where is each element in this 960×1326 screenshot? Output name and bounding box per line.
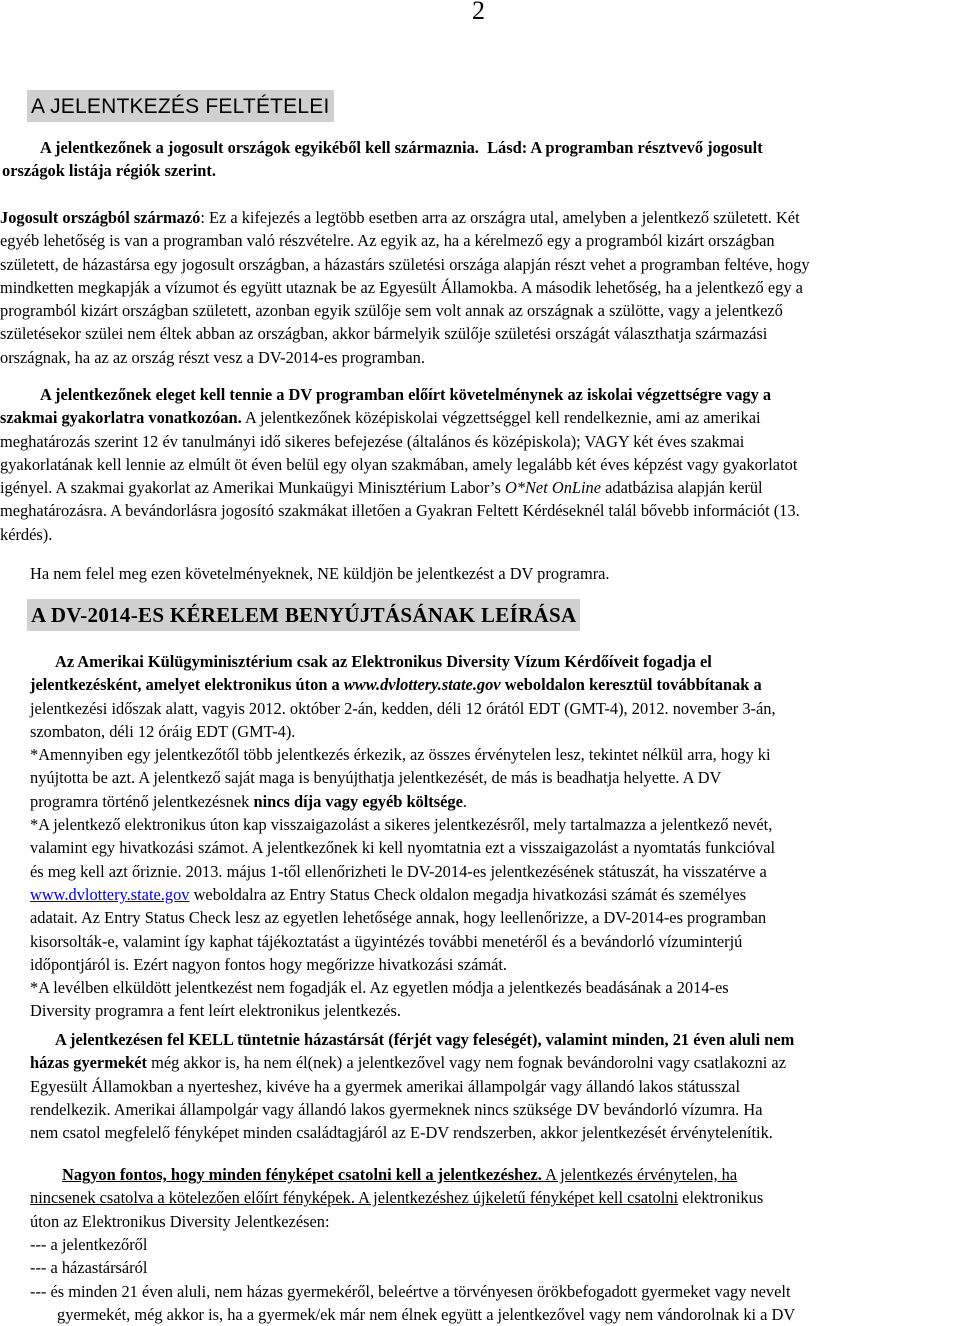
eligible-country-term: Jogosult országból származó: [0, 208, 201, 227]
dvlottery-link[interactable]: www.dvlottery.state.gov: [30, 884, 190, 904]
s2-p1-line-3: jelentkezési időszak alatt, vagyis 2012. október 2-án, kedden, déli 12 órától EDT (GMT-4), 2012. november 3-án,: [30, 698, 776, 718]
s2-p1-line-10: és meg kell azt őriznie. 2013. május 1-től ellenőrizheti le DV-2014-es jelentkezésének státuszát, ha visszatérve a: [30, 861, 767, 881]
s2-p3-line-3: úton az Elektronikus Diversity Jelentkezésen:: [30, 1211, 330, 1231]
p3-line-4: gyakorlatának kell lennie az elmúlt öt éven belül egy olyan szakmában, amely legalább két éves képzést vagy gyakorlatot: [0, 454, 798, 474]
intro-text-b: Lásd: A programban résztvevő jogosult: [487, 138, 763, 157]
p2-line-3: született, de házastársa egy jogosult országban, a házastárs születési országa alapján részt vehet a programban feltéve, hogy: [0, 254, 810, 274]
s2-p1-line-16: Diversity programra a fent leírt elektronikus jelentkezés.: [30, 1001, 401, 1021]
no-fee-text: nincs díja vagy egyéb költsége: [253, 791, 463, 811]
photo-paragraph: [30, 1163, 950, 1233]
list-item-continuation: gyermekét, még akkor is, ha a gyermek/ek már nem élnek együtt a jelentkezővel vagy nem vándorolnak ki a DV: [57, 1304, 796, 1324]
s2-p1-bold-2b: weboldalon keresztül továbbítanak a: [500, 675, 762, 695]
p3-bold-line-2: szakmai gyakorlatra vonatkozóan.: [0, 408, 242, 428]
photo-list: [30, 1233, 950, 1326]
list-item: --- a házastársáról: [30, 1258, 148, 1278]
p2-line-5: programból kizárt országban született, azonban egyik szülője sem volt annak az országnak a szülötte, vagy a jelentkező: [0, 301, 783, 321]
s2-p2-line-4: rendelkezik. Amerikai állampolgár vagy állandó lakos gyermeknek nincs szüksége DV bevándorló vízumra. Ha: [30, 1099, 763, 1119]
intro-paragraph: [0, 136, 960, 183]
s2-p2-bold-line-1: A jelentkezésen fel KELL tüntetnie házastársát (férjét vagy feleségét), valamint minden, 21 éven aluli nem: [55, 1030, 795, 1049]
s2-p2-line-5: nem csatol megfelelő fényképet minden családtagjáról az E-DV rendszerben, akkor jelentkezését érvénytelenítik.: [30, 1123, 773, 1143]
s2-p1-line-4: szombaton, déli 12 óráig EDT (GMT-4).: [30, 721, 296, 741]
p3-line-2: A jelentkezőnek középiskolai végzettséggel kell rendelkeznie, ami az amerikai: [241, 408, 761, 428]
p3-line-7: kérdés).: [0, 524, 53, 544]
list-item: --- és minden 21 éven aluli, nem házas gyermekéről, beleértve a törvényesen örökbefogadott gyermeket vagy nevelt: [30, 1281, 791, 1301]
dvlottery-site-name: www.dvlottery.state.gov: [343, 675, 501, 695]
s2-p2-line-2: még akkor is, ha nem él(nek) a jelentkezővel vagy nem fognak bevándorolni vagy csatlakozni az: [146, 1053, 786, 1073]
list-item: --- a jelentkezőről: [30, 1235, 148, 1254]
onet-online-name: O*Net OnLine: [504, 478, 602, 498]
intro-text-a: A jelentkezőnek a jogosult országok egyikéből kell származnia.: [40, 138, 479, 157]
page-number: 2: [472, 0, 485, 25]
s2-p3-line-2u: nincsenek csatolva a kötelezően előírt fényképek. A jelentkezéshez újkeletű fényképet kell csatolni: [30, 1188, 679, 1208]
s2-p3-line-2b: elektronikus: [678, 1188, 764, 1208]
s2-p1-line-8: *A jelentkező elektronikus úton kap visszaigazolást a sikeres jelentkezésről, mely tartalmazza a jelentkező nevét,: [30, 815, 773, 835]
photo-requirement-bold: Nagyon fontos, hogy minden fényképet csatolni kell a jelentkezéshez.: [62, 1165, 542, 1184]
s2-p1-line-6: nyújtotta be azt. A jelentkező saját maga is benyújthatja jelentkezését, de más is beadhatja helyette. A DV: [30, 768, 722, 788]
s2-p2-bold-2: házas gyermekét: [30, 1053, 147, 1073]
education-paragraph: [0, 383, 960, 546]
p2-line-4: mindketten megkapják a vízumot és együtt utaznak be az Egyesült Államokba. A második lehetőség, ha a jelentkező egy a: [0, 277, 803, 297]
p3-line-3: meghatározás szerint 12 év tanulmányi idő sikeres befejezése (általános és középiskola); VAGY két éves szakmai: [0, 431, 745, 451]
eligible-country-paragraph: [0, 206, 960, 369]
section-heading-submission: A DV-2014-ES KÉRELEM BENYÚJTÁSÁNAK LEÍRÁSA: [27, 599, 580, 631]
s2-p1-line-5: *Amennyiben egy jelentkezőtől több jelentkezés érkezik, az összes érvénytelen lesz, tekintet nélkül arra, hogy ki: [30, 745, 771, 765]
p3-line-6: meghatározásra. A bevándorlásra jogosító szakmákat illetően a Gyakran Feltett Kérdéseknél talál bővebb információt (13.: [0, 501, 800, 521]
s2-p1-line-7c: .: [462, 791, 467, 811]
s2-p1-line-13: kisorsolták-e, valamint így kaphat tájékoztatást a ügyintézés további menetéről és a bevándorló vízuminterjú: [30, 931, 743, 951]
intro-text-c: országok listája régiók szerint.: [2, 161, 216, 181]
s2-p1-bold-line-1: Az Amerikai Külügyminisztérium csak az Elektronikus Diversity Vízum Kérdőíveit fogadja el: [55, 652, 712, 671]
s2-p1-line-11b: weboldalra az Entry Status Check oldalon megadja hivatkozási számát és személyes: [189, 884, 747, 904]
s2-p3-line-1: A jelentkezés érvénytelen, ha: [541, 1165, 738, 1184]
p3-bold-line-1: A jelentkezőnek eleget kell tennie a DV programban előírt követelménynek az iskolai végzettségre vagy a: [40, 385, 772, 404]
s2-p1-line-9: valamint egy hivatkozási számot. A jelentkezőnek ki kell nyomtatnia ezt a visszaigazolást a nyomtatás funkcióval: [30, 838, 776, 858]
p2-line-7: országnak, ha az az ország részt vesz a DV-2014-es programban.: [0, 347, 425, 367]
p4-line: Ha nem felel meg ezen követelményeknek, NE küldjön be jelentkezést a DV programra.: [30, 564, 610, 583]
warning-paragraph: [0, 562, 960, 585]
p2-line-6: születésekor szülei nem éltek abban az országban, akkor bármelyik szülője születési országát választhatja származási: [0, 324, 768, 344]
p3-line-5a: igényel. A szakmai gyakorlat az Amerikai Munkaügyi Minisztérium Labor’s: [0, 478, 505, 498]
p2-line-1: : Ez a kifejezés a legtöbb esetben arra az országra utal, amelyben a jelentkező született. Két: [200, 208, 800, 227]
s2-p2-line-3: Egyesült Államokban a nyerteshez, kivéve ha a gyermek amerikai állampolgár vagy állandó lakos státusszal: [30, 1076, 741, 1096]
s2-p1-line-12: adatait. Az Entry Status Check lesz az egyetlen lehetősége annak, hogy leellenőrizze, a DV-2014-es programban: [30, 908, 767, 928]
p2-line-2: egyéb lehetőség is van a programban való részvételre. Az egyik az, ha a kérelmező egy a programból kizárt országban: [0, 231, 775, 251]
s2-p1-line-7a: programra történő jelentkezésnek: [30, 791, 254, 811]
s2-p1-line-14: időpontjáról is. Ezért nagyon fontos hogy megőrizze hivatkozási számát.: [30, 954, 508, 974]
submission-paragraph: [30, 650, 950, 1023]
section-heading-conditions: A JELENTKEZÉS FELTÉTELEI: [27, 90, 334, 122]
spouse-children-paragraph: [30, 1028, 950, 1144]
p3-line-5b: adatbázisa alapján kerül: [601, 478, 763, 498]
s2-p1-line-15: *A levélben elküldött jelentkezést nem fogadják el. Az egyetlen módja a jelentkezés beadásának a 2014-es: [30, 978, 729, 998]
s2-p1-bold-2a: jelentkezésként, amelyet elektronikus úton a: [30, 675, 344, 695]
